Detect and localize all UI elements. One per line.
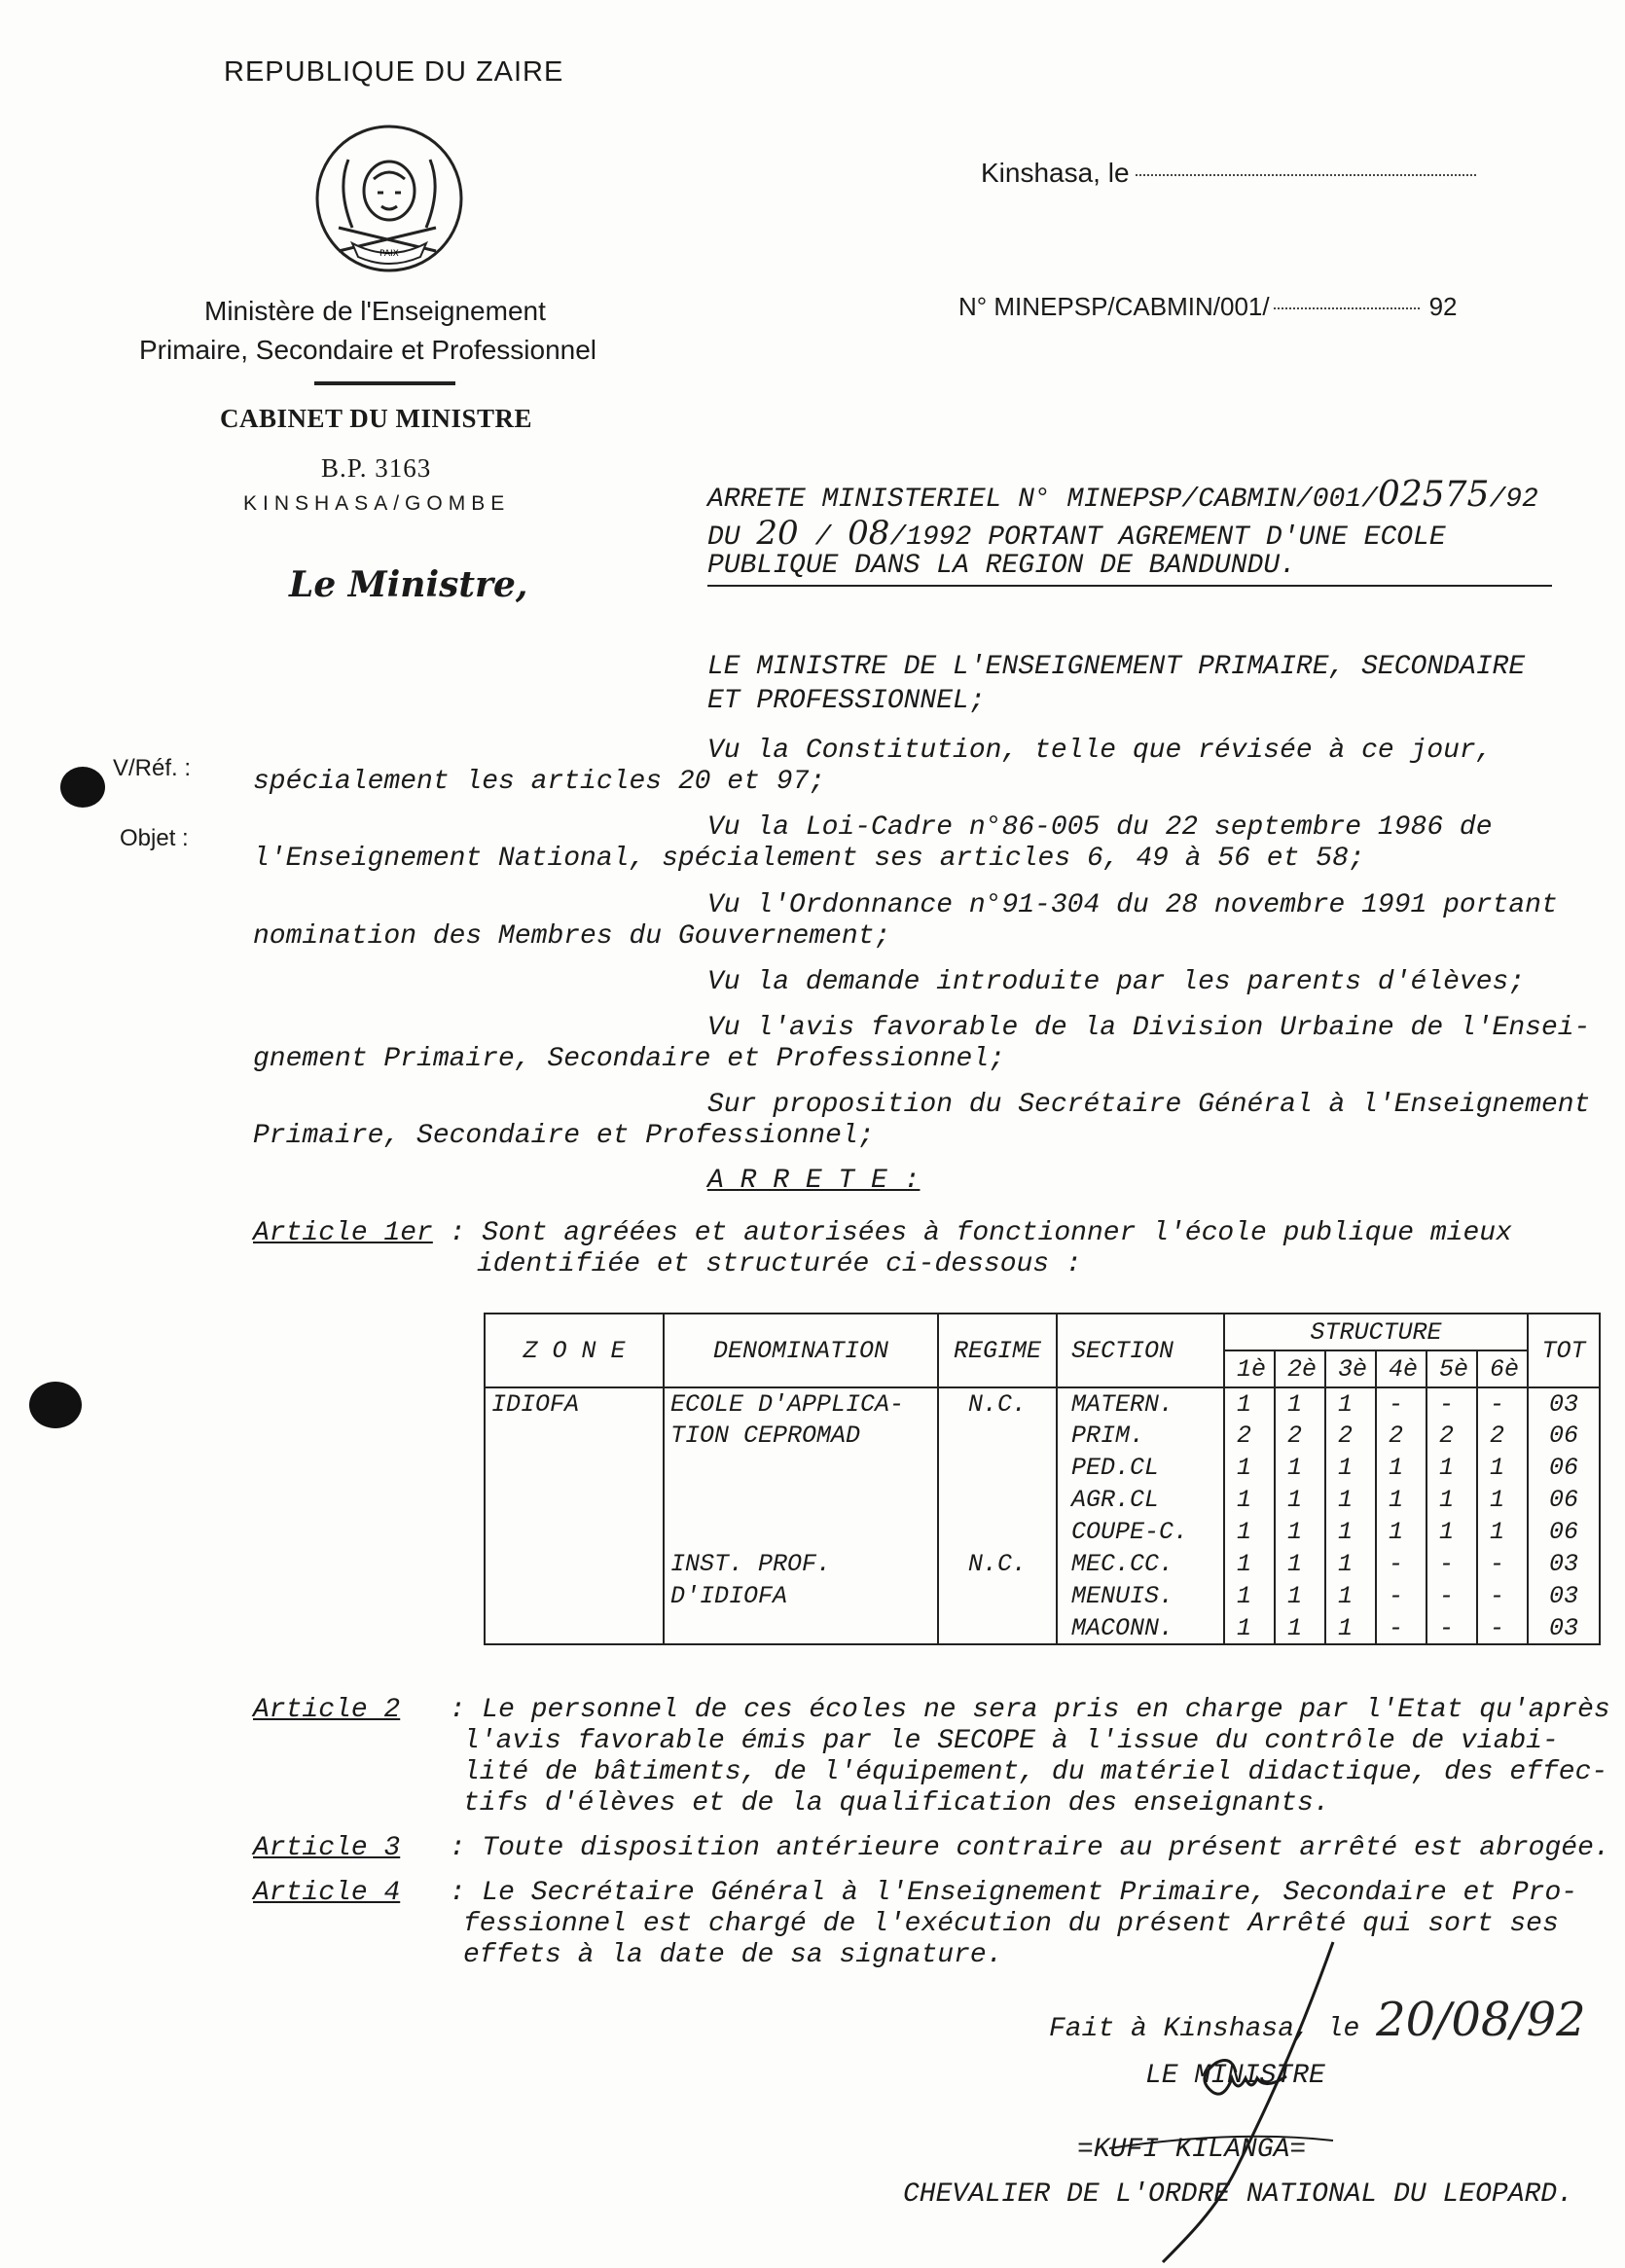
reference-suffix: 92 <box>1428 292 1458 321</box>
sur-proposition-2: Primaire, Secondaire et Professionnel; <box>253 1121 875 1151</box>
vu-loi-cadre-1: Vu la Loi-Cadre n°86-005 du 22 septembre 1986 de <box>707 812 1493 843</box>
article1 <box>253 1218 1512 1248</box>
city-line: KINSHASA/GOMBE <box>243 492 511 515</box>
article1-line2: identifiée et structurée ci-dessous : <box>477 1249 1082 1279</box>
cell-zone <box>485 1612 664 1644</box>
cell-zone <box>485 1484 664 1516</box>
vu-constitution-2: spécialement les articles 20 et 97; <box>253 767 826 797</box>
col-zone: Z O N E <box>485 1314 664 1387</box>
article2 <box>253 1695 1610 1725</box>
coat-of-arms-icon <box>309 121 470 281</box>
cell-regime <box>938 1516 1057 1548</box>
article3-line1: Toute disposition antérieure contraire au présent arrêté est abrogée. <box>482 1833 1610 1863</box>
title-line2-text: /1992 PORTANT AGREMENT D'UNE ECOLE <box>889 522 1446 553</box>
cell-total: 03 <box>1528 1612 1600 1644</box>
cell-denomination <box>664 1516 938 1548</box>
punch-hole-mark <box>29 1382 82 1428</box>
year-6: 6è <box>1477 1350 1528 1387</box>
cell-regime <box>938 1612 1057 1644</box>
cell-denomination <box>664 1452 938 1484</box>
date-prefix: Kinshasa, le <box>981 158 1130 188</box>
cell-section: MACONN. <box>1057 1612 1224 1644</box>
article4-label: Article 4 <box>253 1878 401 1908</box>
punch-hole-mark <box>60 767 105 808</box>
reference-prefix: N° MINEPSP/CABMIN/001/ <box>958 292 1270 321</box>
table-body <box>485 1387 1600 1644</box>
postal-box: B.P. 3163 <box>321 453 432 483</box>
title-line3: PUBLIQUE DANS LA REGION DE BANDUNDU. <box>707 551 1296 581</box>
title-line1-text: ARRETE MINISTERIEL N° MINEPSP/CABMIN/001/ <box>707 485 1378 515</box>
year-3: 3è <box>1325 1350 1376 1387</box>
le-ministre-closing: LE MINISTRE <box>1145 2061 1325 2091</box>
article3-colon: : <box>449 1833 466 1863</box>
cell-section: MENUIS. <box>1057 1580 1224 1612</box>
article4-line2: fessionnel est chargé de l'exécution du présent Arrêté qui sort ses <box>463 1909 1559 1939</box>
cell-year-1: 2 <box>1224 1420 1275 1452</box>
article1-label: Article 1er <box>253 1218 433 1248</box>
cell-regime <box>938 1580 1057 1612</box>
article2-label: Article 2 <box>253 1695 401 1725</box>
article1-line1: Sont agréées et autorisées à fonctionner l'école publique mieux <box>482 1218 1512 1248</box>
cell-year-3: 1 <box>1325 1387 1376 1420</box>
vu-loi-cadre-2: l'Enseignement National, spécialement ses articles 6, 49 à 56 et 58; <box>253 844 1365 874</box>
cell-year-1: 1 <box>1224 1484 1275 1516</box>
cell-denomination: ECOLE D'APPLICA- <box>664 1387 938 1420</box>
cell-year-1: 1 <box>1224 1387 1275 1420</box>
year-1: 1è <box>1224 1350 1275 1387</box>
year-5: 5è <box>1426 1350 1477 1387</box>
vu-avis-2: gnement Primaire, Secondaire et Professionnel; <box>253 1044 1005 1074</box>
cell-year-1: 1 <box>1224 1452 1275 1484</box>
sur-proposition-1: Sur proposition du Secrétaire Général à l'Enseignement <box>707 1090 1591 1120</box>
cell-zone <box>485 1452 664 1484</box>
table-row <box>485 1516 1600 1548</box>
cell-year-4: 1 <box>1376 1516 1426 1548</box>
cell-year-5: 1 <box>1426 1516 1477 1548</box>
article4 <box>253 1878 1577 1908</box>
handwritten-signature-date: 20/08/92 <box>1376 1993 1586 2047</box>
cell-total: 03 <box>1528 1548 1600 1580</box>
cabinet-heading: CABINET DU MINISTRE <box>220 404 533 433</box>
cell-zone <box>485 1580 664 1612</box>
cell-year-3: 2 <box>1325 1420 1376 1452</box>
cell-year-6: 1 <box>1477 1484 1528 1516</box>
cell-year-5: - <box>1426 1548 1477 1580</box>
cell-regime: N.C. <box>938 1548 1057 1580</box>
cell-denomination: INST. PROF. <box>664 1548 938 1580</box>
cell-year-6: - <box>1477 1612 1528 1644</box>
signature-icon <box>1070 1936 1382 2267</box>
vu-demande: Vu la demande introduite par les parents d'élèves; <box>707 967 1526 997</box>
table-row <box>485 1452 1600 1484</box>
article3-label: Article 3 <box>253 1833 401 1863</box>
cell-section: AGR.CL <box>1057 1484 1224 1516</box>
cell-year-2: 2 <box>1275 1420 1325 1452</box>
crest-motto: PAIX <box>379 249 399 259</box>
cell-section: PED.CL <box>1057 1452 1224 1484</box>
cell-year-4: 2 <box>1376 1420 1426 1452</box>
article1-colon: : <box>449 1218 466 1248</box>
col-structure: STRUCTURE <box>1224 1314 1528 1350</box>
cell-zone <box>485 1548 664 1580</box>
minister-title: CHEVALIER DE L'ORDRE NATIONAL DU LEOPARD. <box>903 2179 1573 2210</box>
arrete-heading-text: A R R E T E : <box>707 1166 921 1196</box>
cell-year-1: 1 <box>1224 1516 1275 1548</box>
date-line <box>981 158 1476 189</box>
cell-year-3: 1 <box>1325 1612 1376 1644</box>
cell-denomination <box>664 1484 938 1516</box>
cell-regime <box>938 1420 1057 1452</box>
cell-year-6: - <box>1477 1387 1528 1420</box>
cell-regime <box>938 1484 1057 1516</box>
fait-text: Fait à Kinshasa, le <box>1049 2014 1360 2044</box>
objet-label: Objet : <box>120 825 189 851</box>
article4-colon: : <box>449 1878 466 1908</box>
cell-year-5: - <box>1426 1580 1477 1612</box>
title-line1-year: /92 <box>1489 485 1538 515</box>
cell-year-4: - <box>1376 1548 1426 1580</box>
arrete-heading <box>707 1166 920 1196</box>
cell-year-6: - <box>1477 1580 1528 1612</box>
republic-header: REPUBLIQUE DU ZAIRE <box>224 56 564 88</box>
cell-year-1: 1 <box>1224 1548 1275 1580</box>
cell-zone: IDIOFA <box>485 1387 664 1420</box>
cell-year-4: 1 <box>1376 1484 1426 1516</box>
article2-colon: : <box>449 1695 466 1725</box>
handwritten-day: 20 <box>756 514 799 553</box>
table-row <box>485 1548 1600 1580</box>
table-row <box>485 1612 1600 1644</box>
cell-year-3: 1 <box>1325 1580 1376 1612</box>
table-row <box>485 1387 1600 1420</box>
cell-section: MATERN. <box>1057 1387 1224 1420</box>
date-dotted-blank <box>1136 174 1476 176</box>
title-date-sep: / <box>814 522 832 553</box>
structure-table <box>484 1313 1601 1645</box>
cell-year-5: - <box>1426 1387 1477 1420</box>
vu-constitution-1: Vu la Constitution, telle que révisée à ce jour, <box>707 736 1493 766</box>
cell-year-2: 1 <box>1275 1452 1325 1484</box>
cell-zone <box>485 1420 664 1452</box>
col-total: TOT <box>1528 1314 1600 1387</box>
col-section: SECTION <box>1057 1314 1224 1387</box>
vu-ordonnance-2: nomination des Membres du Gouvernement; <box>253 921 891 952</box>
table-row <box>485 1420 1600 1452</box>
cell-year-3: 1 <box>1325 1452 1376 1484</box>
cell-year-4: 1 <box>1376 1452 1426 1484</box>
cell-year-2: 1 <box>1275 1516 1325 1548</box>
article4-line1: Le Secrétaire Général à l'Enseignement Primaire, Secondaire et Pro- <box>482 1878 1578 1908</box>
cell-denomination: D'IDIOFA <box>664 1580 938 1612</box>
cell-denomination: TION CEPROMAD <box>664 1420 938 1452</box>
cell-year-3: 1 <box>1325 1516 1376 1548</box>
reference-dotted-blank <box>1274 307 1420 309</box>
cell-total: 06 <box>1528 1452 1600 1484</box>
cell-total: 06 <box>1528 1516 1600 1548</box>
cell-year-6: 2 <box>1477 1420 1528 1452</box>
cell-year-3: 1 <box>1325 1548 1376 1580</box>
cell-year-6: 1 <box>1477 1516 1528 1548</box>
year-2: 2è <box>1275 1350 1325 1387</box>
article3 <box>253 1833 1610 1863</box>
ministry-name-line1: Ministère de l'Enseignement <box>204 296 546 326</box>
preamble-intro-1: LE MINISTRE DE L'ENSEIGNEMENT PRIMAIRE, SECONDAIRE <box>707 652 1526 682</box>
vu-ordonnance-1: Vu l'Ordonnance n°91-304 du 28 novembre 1991 portant <box>707 890 1558 920</box>
table-row <box>485 1484 1600 1516</box>
article2-line1: Le personnel de ces écoles ne sera pris en charge par l'Etat qu'après <box>482 1695 1610 1725</box>
cell-year-5: 2 <box>1426 1420 1477 1452</box>
col-denomination: DENOMINATION <box>664 1314 938 1387</box>
article2-line3: lité de bâtiments, de l'équipement, du matériel didactique, des effec- <box>463 1757 1608 1787</box>
cell-section: COUPE-C. <box>1057 1516 1224 1548</box>
col-regime: REGIME <box>938 1314 1057 1387</box>
divider <box>314 381 455 385</box>
cell-year-6: - <box>1477 1548 1528 1580</box>
cell-year-6: 1 <box>1477 1452 1528 1484</box>
cell-section: MEC.CC. <box>1057 1548 1224 1580</box>
cell-year-1: 1 <box>1224 1612 1275 1644</box>
cell-year-5: 1 <box>1426 1452 1477 1484</box>
handwritten-decree-number: 02575 <box>1377 475 1490 515</box>
cell-year-2: 1 <box>1275 1484 1325 1516</box>
cell-year-3: 1 <box>1325 1484 1376 1516</box>
title-line1 <box>707 475 1538 515</box>
le-ministre-stamp: Le Ministre, <box>289 564 528 605</box>
cell-year-4: - <box>1376 1580 1426 1612</box>
cell-year-2: 1 <box>1275 1548 1325 1580</box>
cell-denomination <box>664 1612 938 1644</box>
vref-label: V/Réf. : <box>113 755 192 781</box>
article2-line2: l'avis favorable émis par le SECOPE à l'issue du contrôle de viabi- <box>463 1726 1559 1756</box>
year-4: 4è <box>1376 1350 1426 1387</box>
cell-year-4: - <box>1376 1612 1426 1644</box>
cell-regime <box>938 1452 1057 1484</box>
cell-year-4: - <box>1376 1387 1426 1420</box>
title-underline <box>707 585 1552 587</box>
cell-section: PRIM. <box>1057 1420 1224 1452</box>
cell-year-5: 1 <box>1426 1484 1477 1516</box>
cell-regime: N.C. <box>938 1387 1057 1420</box>
preamble-intro-2: ET PROFESSIONNEL; <box>707 686 986 716</box>
cell-total: 03 <box>1528 1387 1600 1420</box>
cell-year-5: - <box>1426 1612 1477 1644</box>
title-line2 <box>707 514 1446 553</box>
cell-total: 06 <box>1528 1420 1600 1452</box>
title-du: DU <box>707 522 740 553</box>
handwritten-month: 08 <box>848 514 890 553</box>
minister-name: =KUFI KILANGA= <box>1077 2135 1307 2165</box>
ministry-name-line2: Primaire, Secondaire et Professionnel <box>139 335 597 365</box>
reference-line <box>958 292 1458 322</box>
cell-year-2: 1 <box>1275 1387 1325 1420</box>
cell-year-2: 1 <box>1275 1612 1325 1644</box>
cell-total: 06 <box>1528 1484 1600 1516</box>
cell-zone <box>485 1516 664 1548</box>
table-row <box>485 1580 1600 1612</box>
article4-line3: effets à la date de sa signature. <box>463 1940 1003 1970</box>
cell-year-1: 1 <box>1224 1580 1275 1612</box>
article2-line4: tifs d'élèves et de la qualification des enseignants. <box>463 1788 1330 1818</box>
cell-total: 03 <box>1528 1580 1600 1612</box>
vu-avis-1: Vu l'avis favorable de la Division Urbaine de l'Ensei- <box>707 1013 1591 1043</box>
cell-year-2: 1 <box>1275 1580 1325 1612</box>
